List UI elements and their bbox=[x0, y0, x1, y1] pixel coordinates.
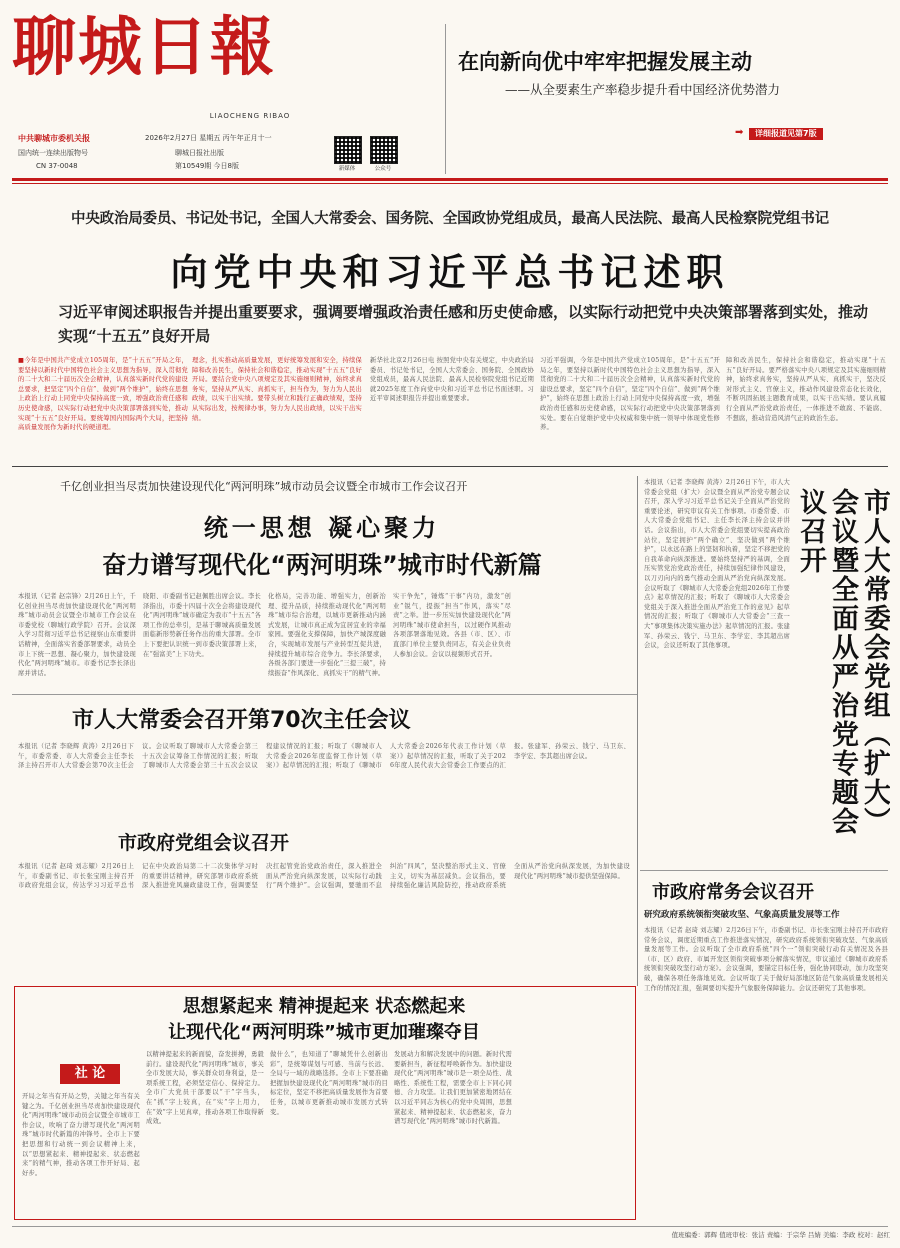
section-rule bbox=[12, 694, 637, 695]
divider bbox=[445, 24, 446, 174]
arrow-right-icon: ➡ bbox=[735, 127, 744, 138]
masthead-title: 聊城日報 bbox=[12, 10, 276, 85]
banner-subhead: ——从全要素生产率稳步提升看中国经济优势潜力 bbox=[505, 82, 781, 97]
publisher: 聊城日报社出版 bbox=[175, 149, 224, 157]
lead-body-1: 新华社北京2月26日电 按照党中央有关规定，中央政治局委员、书记处书记，全国人大常委会、国务院、全国政协党组成员，最高人民法院、最高人民检察院党组书记近期就2025年度工作向党中央和习近平总书记书面述职。习近平审阅述职报告并提出重要要求。 bbox=[370, 357, 534, 403]
article2-col-2: 晓阳、市委副书记赵佩胜出席会议。李长泽指出，市委十四届十次全会将建设现代化“两河明珠”城市确定为我市“十五五”各项工作的总牵引，是基于聊城高质量发展面临新形势新任务作出的重大部署。全市上下要把认识统一到市委决策部署上来，在“强富美”上下功夫。 bbox=[143, 593, 261, 658]
masthead-rule bbox=[12, 178, 888, 181]
qr-code-icon bbox=[370, 136, 398, 164]
qr-label: 新媒体 bbox=[338, 166, 356, 172]
editorial-col-1: 开局之年当有开局之势，关键之年当有关键之为。千亿创业担当尽责加快建设现代化“两河明珠”城市动员会议暨全市城市工作会议，吹响了奋力谱写现代化“两河明珠”城市时代新篇的冲锋号。全市上下要把思想和行动统一到会议精神上来，以“思想紧起来、精神提起来、状态燃起来”的精气神，推动各项工作开好局、起好步。 bbox=[22, 1093, 140, 1177]
masthead-org: 中共聊城市委机关报 bbox=[18, 134, 90, 143]
column-divider bbox=[637, 476, 638, 986]
lead-summary-2: 理念，扎实推动高质量发展，更好统筹发展和安全，持续保障和改善民生，保持社会和谐稳定，推动实现“十五五”良好开局。要结合党中央八项规定及其实施细则精神，始终求真务实，坚持从严从实、真抓实干，担当作为，努力为人民出政绩，以实干出实绩。要带头树立和践行正确政绩观，坚持从实际出发，按规律办事，努力为人民出政绩，以实干出实绩。 bbox=[192, 357, 362, 422]
cn-number: CN 37-0048 bbox=[36, 162, 78, 170]
section-rule bbox=[12, 466, 888, 467]
article2-headline-2: 奋力谱写现代化“两河明珠”城市时代新篇 bbox=[102, 551, 542, 579]
lead-body-3: 障和改善民生，保持社会和谐稳定，推动实现“十五五”良好开局。要严格落实中央八项规定及其实施细则精神，始终求真务实，坚持从严从实、真抓实干，坚决反对形式主义、官僚主义，推动作风建设常态化长效化，不断巩固拓展主题教育成果，以实干出实绩。要认真履行全面从严治党政治责任，一体推进不敢腐、不能腐、不想腐，推动营造风清气正的政治生态。 bbox=[726, 357, 886, 422]
editorial-headline-1: 思想紧起来 精神提起来 状态燃起来 bbox=[182, 996, 466, 1017]
article2-col-4: 实干争先”，锤炼“干事”内功，激发“创业”锐气，提振“担当”作风，落实“尽责”之举。进一步压实加快建设现代化“两河明珠”城市使命担当，以过硬作风推动各项部署落地见效。各县（市、区）、市直部门单位主要负责同志，有关企业负责人参加会议。会议以视频形式召开。 bbox=[393, 593, 511, 658]
banner-link-label: 详细报道见第7版 bbox=[749, 128, 823, 140]
article2-kicker: 千亿创业担当尽责加快建设现代化“两河明珠”城市动员会议暨全市城市工作会议召开 bbox=[60, 480, 468, 493]
banner-headline: 在向新向优中牢牢把握发展主动 bbox=[458, 50, 752, 74]
right1-body: 本报讯（记者 李晓辉 黄涛）2月26日下午，市人大常委会党组（扩大）会议暨全面从严治党专题会议召开，深入学习习近平总书记关于全面从严治党的重要论述，研究审议有关工作事项。市委常委、市人大常委会党组书记、主任李长泽主持会议并讲话。会议指出，市人大常委会党组要切实提高政治站位，坚定拥护“两个确立”、坚决做到“两个维护”，以永远在路上的坚韧和执着，坚定不移把党的自我革命向纵深推进。要始终坚持严的基调，全面压实管党治党政治责任，持续加强纪律作风建设，以刀刃向内的勇气推动全面从严治党向纵深发展。会议听取了《聊城市人大常委会党组2026年工作要点》起草情况的汇报；听取了《聊城市人大常委会党组关于深入推进全面从严治党工作的意见》起草情况的汇报；听取了《聊城市人大常委会“三查一大”事项集体决策实施办法》起草情况的汇报。张建军、孙荣云、钱宁、马卫东、李学宏、李其超出席会议，会议还听取了其他事项。 bbox=[644, 479, 790, 650]
article4-body: 本报讯（记者 赵琦 刘志耀）2月26日上午，市委副书记、市长张宝刚主持召开市政府党组会议，传达学习习近平总书记在中央政治局第二十二次集体学习时的重要讲话精神，研究部署市政府系统深入推进党风廉政建设工作，强调要坚决扛起管党治党政治责任，深入推进全面从严治党向纵深发展，以实际行动践行“两个维护”。会议强调，要驰而不息纠治“四风”，坚决整治形式主义、官僚主义，切实为基层减负。会议指出，要持续强化廉洁风险防控，推动政府系统全面从严治党向纵深发展，为加快建设现代化“两河明珠”城市提供坚强保障。 bbox=[18, 863, 630, 890]
lead-summary: ■今年是中国共产党成立105周年，是“十五五”开局之年，要坚持以新时代中国特色社会主义思想为指导，深入贯彻党的二十大和二十届历次全会精神，认真落实新时代党的建设总要求，把坚定“四个自信”、做到“两个维护”，始终在思想上政治上行动上同党中央保持高度一致，增强政治责任感和历史使命感，以实际行动把党中央决策部署落到实处，推动实现“十五五”良好开局。要统筹国内国际两个大局，把坚持高质量发展作为新时代的硬道理。 bbox=[18, 357, 188, 432]
right2-title: 市政府常务会议召开 bbox=[652, 882, 814, 903]
masthead-rule-thin bbox=[12, 183, 888, 184]
footer-credits: 值班编委：郭辉 值班审校：张洁 责编：于宗华 吕婧 美编：李政 校对：赵红 bbox=[671, 1231, 890, 1239]
masthead-pinyin: LIAOCHENG RIBAO bbox=[209, 112, 291, 120]
issue-number: 第10549期 今日8版 bbox=[175, 162, 239, 170]
editorial-col-2: 以精神提起来的新面貌，奋发拼搏，勇毅前行。建设现代化“两河明珠”城市，事关全市发展大局，事关群众切身利益，是一项系统工程，必须坚定信心、保持定力。全市广大党员干部要以“干”字当头，在“抓”字上较真，在“实”字上用力，在“效”字上见真章，推动各项工作取得新成效。 bbox=[146, 1051, 264, 1126]
banner-link[interactable] bbox=[735, 128, 885, 140]
editorial-col-4: 发展动力和解决发展中的问题。新时代需要新担当，新征程呼唤新作为。加快建设现代化“两河明珠”城市是一项全局性、战略性、系统性工程，需要全市上下同心同德、合力攻坚。让我们更加紧密地团结在以习近平同志为核心的党中央周围，思想紧起来、精神提起来、状态燃起来，奋力谱写现代化“两河明珠”城市时代新篇。 bbox=[394, 1051, 512, 1126]
right1-title: 市人大常委会党组（扩大）会议暨全面从严治党专题会议召开 bbox=[795, 488, 890, 836]
qr-code-icon bbox=[334, 136, 362, 164]
right2-body: 本报讯（记者 赵琦 刘志耀）2月26日下午，市委副书记、市长张宝刚主持召开市政府常务会议，调度近期重点工作推进落实情况，研究政府系统领衔突破攻坚、气象高质量发展等工作。会议听取了全市政府系统“四个一”领衔突破行动有关情况及各县（市、区）政府、市属开发区领衔突破事项分解落实情况，审议通过《聊城市政府系统领衔突破攻坚行动方案》。会议强调，要锚定目标任务，强化协同联动，加力攻坚突破，确保各项任务落地见效。会议听取了关于做好局部地区防范气象高质量发展相关工作的情况汇报，强调要切实提升气象服务保障能力。会议还研究了其他事项。 bbox=[644, 927, 888, 992]
cn-code-label: 国内统一连续出版物号 bbox=[18, 149, 88, 157]
lead-headline: 向党中央和习近平总书记述职 bbox=[170, 251, 730, 294]
qr-label: 公众号 bbox=[374, 166, 392, 172]
editorial-headline-2: 让现代化“两河明珠”城市更加璀璨夺目 bbox=[168, 1022, 480, 1043]
lead-deck: 习近平审阅述职报告并提出重要要求，强调要增强政治责任感和历史使命感，以实际行动把党中央决策部署落到实处，推动实现“十五五”良好开局 bbox=[58, 303, 869, 345]
article2-headline-1: 统一思想 凝心聚力 bbox=[203, 514, 441, 542]
editorial-tag: 社 论 bbox=[60, 1064, 120, 1084]
lead-kicker: 中央政治局委员、书记处书记，全国人大常委会、国务院、全国政协党组成员，最高人民法院、最高人民检察院党组书记 bbox=[71, 211, 829, 227]
right2-subtitle: 研究政府系统领衔突破攻坚、气象高质量发展等工作 bbox=[644, 910, 840, 920]
footer-rule bbox=[12, 1226, 888, 1227]
lead-body-2: 习近平强调，今年是中国共产党成立105周年，是“十五五”开局之年，要坚持以新时代中国特色社会主义思想为指导，深入贯彻党的二十大和二十届历次全会精神，认真落实新时代党的建设总要求，坚定“四个自信”，坚定“四个自信”、做到“两个维护”，始终在思想上政治上行动上同党中央保持高度一致，增强政治责任感和历史使命感，以实际行动把党中央决策部署落到实处。要在自觉维护党中央权威和集中统一领导中体现党性修养。 bbox=[540, 357, 720, 432]
article2-col-1: 本报讯（记者 赵宗锋）2月26日上午，千亿创业担当尽责加快建设现代化“两河明珠”城市动员会议暨全市城市工作会议在市委党校（聊城行政学院）召开。会议深入学习贯彻习近平总书记视察山东重要讲话精神，全面落实省委部署要求，动员全市上下统一思想、凝心聚力，加快建设现代化“两河明珠”城市。市委书记李长泽出席并讲话。 bbox=[18, 593, 136, 677]
date-line: 2026年2月27日 星期五 丙午年正月十一 bbox=[145, 134, 272, 142]
article3-headline: 市人大常委会召开第70次主任会议 bbox=[72, 708, 411, 733]
article3-body: 本报讯（记者 李晓辉 黄涛）2月26日下午，市委常委、市人大常委会主任李长泽主持召开市人大常委会第70次主任会议。会议听取了聊城市人大常委会第三十五次会议筹备工作情况的汇报；听取了聊城市人大常委会第三十五次会议议程建议情况的汇报；听取了《聊城市人大常委会2026年度监督工作计划（草案）》起草情况的汇报；听取了《聊城市人大常委会2026年代表工作计划（草案）》起草情况的汇报，听取了关于2026年度人民代表大会常委会工作要点的汇报。张建军、孙荣云、钱宁、马卫东、李学宏、李其超出席会议。 bbox=[18, 743, 630, 770]
editorial-col-3: 做什么”，也知道了“聊城凭什么创新出彩”，是统筹谋划与可感、当前与长远、全局与一域的战略选择。全市上下要准确把握加快建设现代化“两河明珠”城市的目标定位，坚定不移把高质量发展作为首要任务，以城市更新推动城市发展方式转变。 bbox=[270, 1051, 388, 1116]
article2-col-3: 化格局，完善功能、增强实力，创新治理、提升品质，持续推动现代化“两河明珠”城市综合治理，以城市更新推动内涵式发展，让城市真正成为宜居宜业的幸福家园。要强化支撑保障，加快产城深度融合，实现城市发展与产业转型互促共进，持续提升城市综合竞争力。李长泽要求，各级各部门要进一步强化“三提三破”，持续振奋“作风深化、真抓实干”的精气神。 bbox=[268, 593, 386, 677]
article4-headline: 市政府党组会议召开 bbox=[118, 832, 290, 854]
section-rule bbox=[640, 870, 888, 871]
